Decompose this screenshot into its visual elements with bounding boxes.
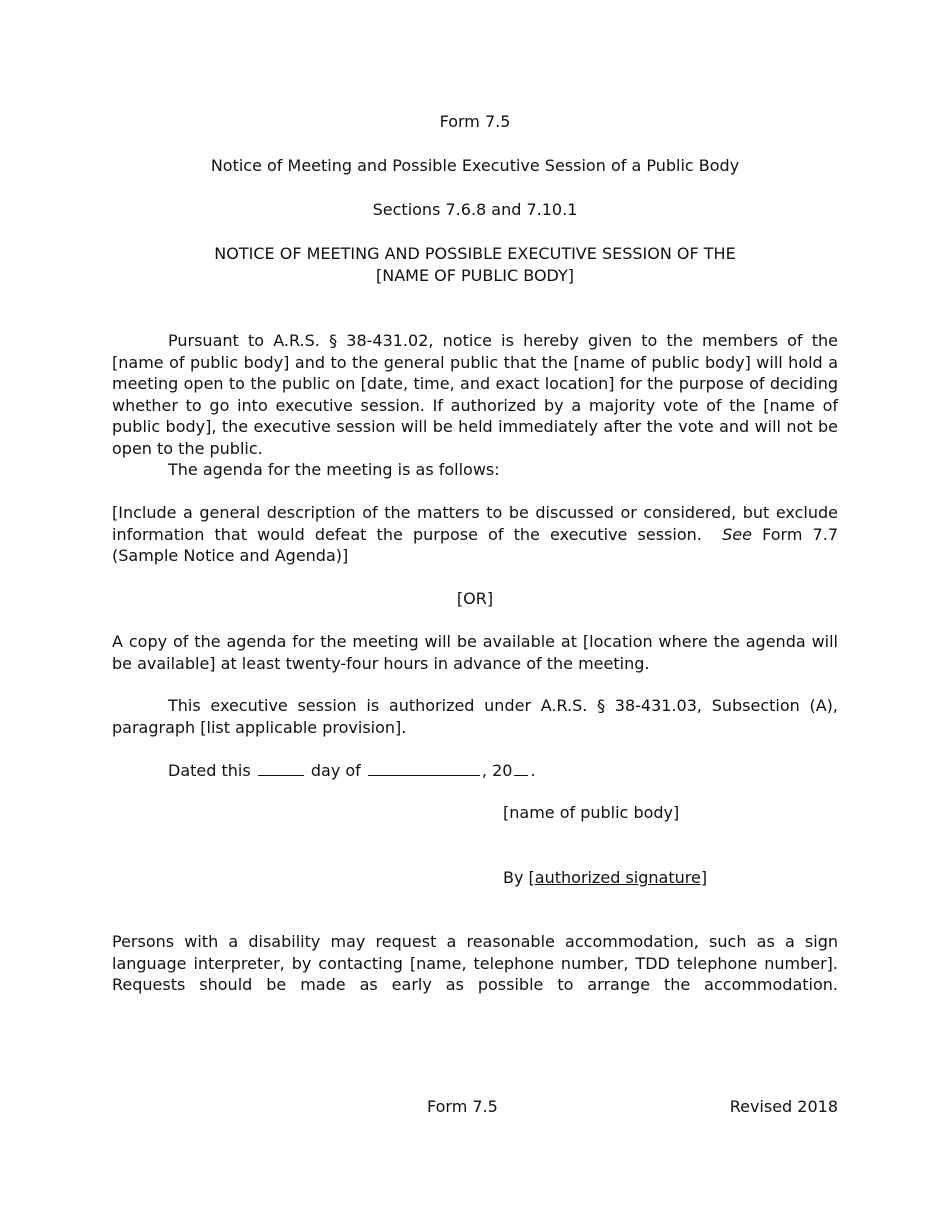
dated-end: . (530, 761, 536, 780)
day-blank (258, 760, 304, 776)
or-separator: [OR] (456, 589, 494, 608)
sections-reference: Sections 7.6.8 and 7.10.1 (372, 200, 578, 219)
disability-notice: Persons with a disability may request a reasonable accommodation, such as a sign language interpreter, by contacting [name, telephone number, TDD telephone number]. Requests should be made as early as possible to arrange the accommodation. (112, 932, 838, 994)
notice-heading-line2: [NAME OF PUBLIC BODY] (375, 266, 574, 285)
see-italic: See (722, 524, 752, 544)
footer-form-number: Form 7.5 (427, 1097, 498, 1116)
dated-prefix: Dated this (168, 761, 251, 780)
agenda-copy-paragraph: A copy of the agenda for the meeting will be available at [location where the agenda will be available] at least twenty-four hours in advance of the meeting. (112, 632, 838, 673)
month-blank (368, 760, 480, 776)
agenda-intro: The agenda for the meeting is as follows: (168, 460, 500, 479)
include-text-a: [Include a general description of the matters to be discussed or considered, but exclude information that would defeat the purpose of the executive session. (112, 503, 838, 544)
close-bracket: ] (700, 868, 708, 887)
by-label: By (503, 868, 524, 887)
public-body-name: [name of public body] (503, 803, 680, 822)
open-bracket: [ (528, 868, 535, 887)
form-number: Form 7.5 (439, 112, 511, 131)
year-blank (514, 760, 528, 776)
authorization-paragraph: This executive session is authorized under A.R.S. § 38-431.03, Subsection (A), paragraph [list applicable provision]. (112, 696, 838, 737)
year-prefix: , 20 (481, 761, 513, 780)
include-paragraph (112, 502, 838, 567)
authorized-signature: authorized signature (534, 868, 701, 887)
day-of-label: day of (310, 761, 361, 780)
include-text-b: Form 7.7 (Sample Notice and Agenda)] (112, 524, 838, 565)
signature-line (503, 867, 707, 889)
footer-revised: Revised 2018 (729, 1097, 838, 1116)
form-title: Notice of Meeting and Possible Executive Session of a Public Body (210, 156, 740, 175)
dated-line (168, 760, 536, 782)
pursuant-paragraph: Pursuant to A.R.S. § 38-431.02, notice is hereby given to the members of the [name of public body] and to the general public that the [name of public body] will hold a meeting open to the public on [date, time, and exact location] for the purpose of deciding whether to go into executive session. If authorized by a majority vote of the [name of public body], the executive session will be held immediately after the vote and will not be open to the public. (112, 331, 838, 458)
notice-heading-line1: NOTICE OF MEETING AND POSSIBLE EXECUTIVE SESSION OF THE (214, 244, 736, 263)
